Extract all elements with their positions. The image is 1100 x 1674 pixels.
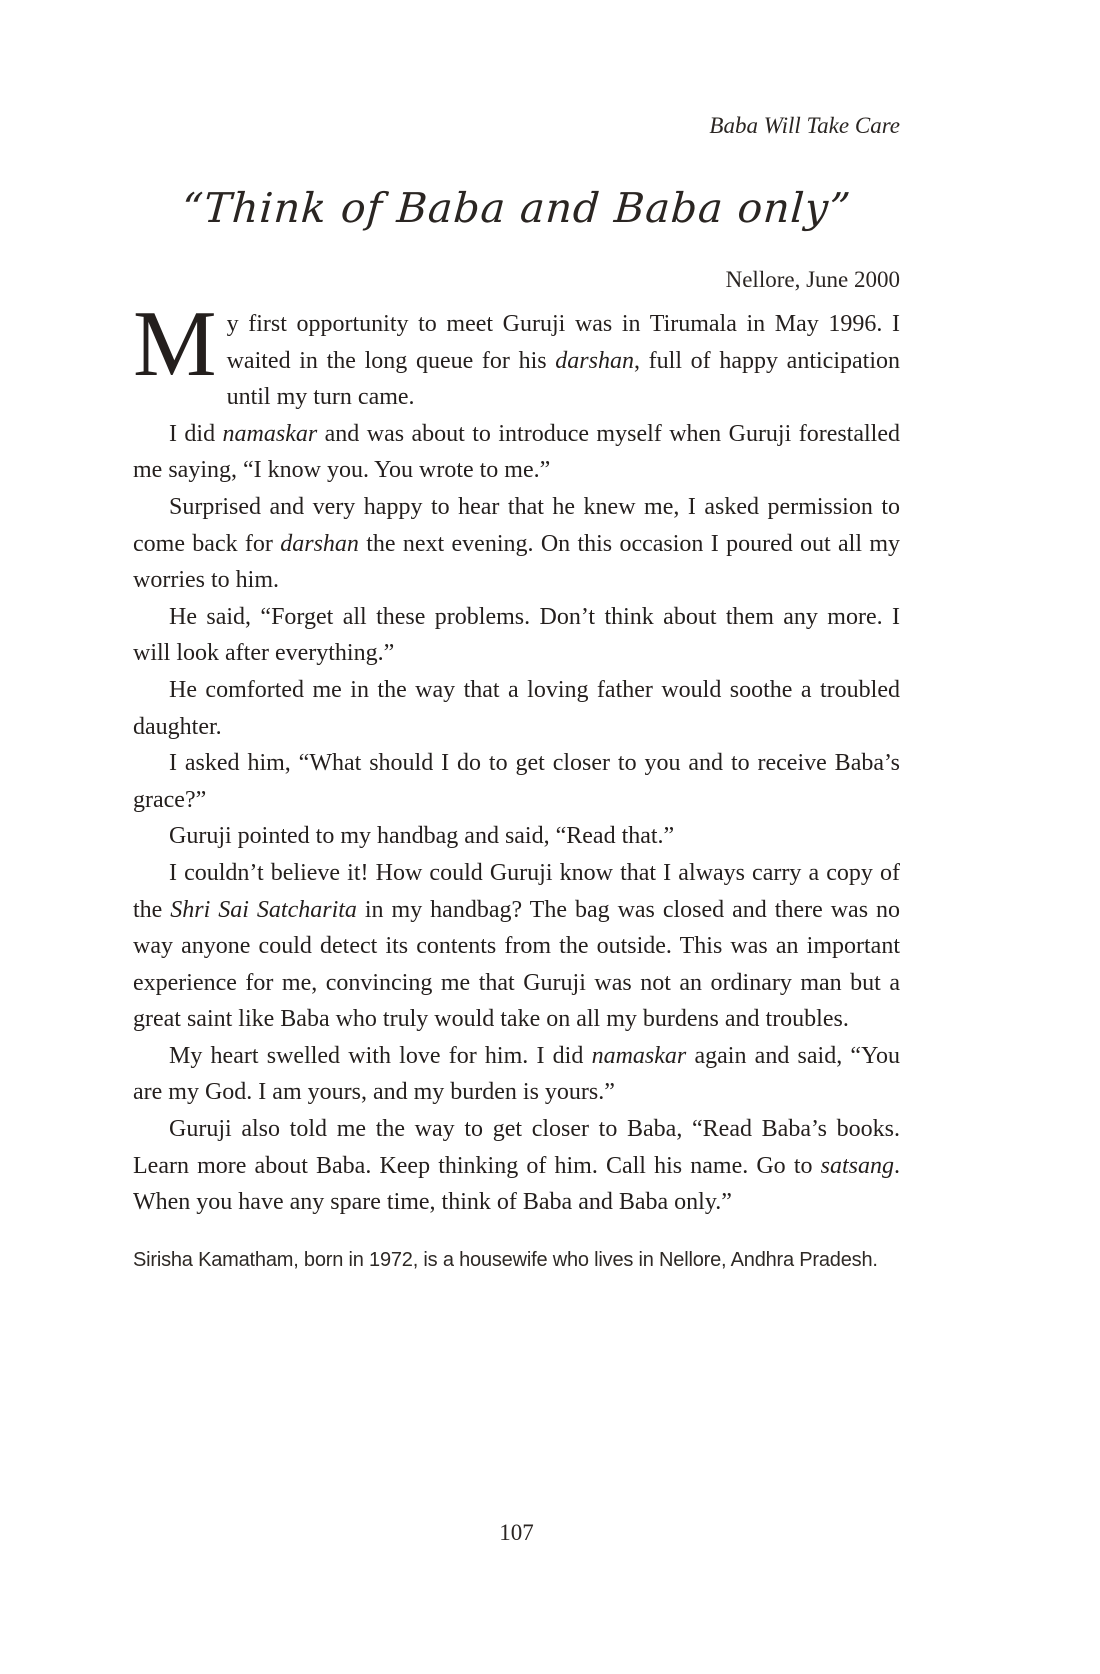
paragraph [133,855,900,1038]
text-run: I did [169,420,223,447]
paragraph [133,416,900,489]
paragraph [133,672,900,745]
text-run: Surprised and very happy to hear that he knew me, I asked permission to come back for [133,493,900,557]
text-run: y first opportunity to meet Guruji was in Tirumala in May 1996. I waited in the long queue for his [226,311,900,374]
text-run: I asked him, “What should I do to get closer to you and to receive Baba’s grace?” [133,750,900,813]
text-run: Guruji also told me the way to get closer to Baba, “Read Baba’s books. Learn more about Baba. Keep thinking of him. Call his name. Go to [133,1116,900,1179]
chapter-title: “Think of Baba and Baba only” [180,184,853,232]
italic-run: namaskar [222,420,318,447]
text-run: in my handbag? The bag was closed and there was no way anyone could detect its contents from the outside. This was an important experience for me, convincing me that Guruji was not an ordinary man but a great saint like Baba who truly would take on all my burdens and troubles. [133,896,901,1033]
italic-run: namaskar [591,1042,687,1069]
paragraph [133,818,900,855]
text-run: the next evening. On this occasion I poured out all my worries to him. [133,530,901,594]
text-run: , full of happy anticipation until my turn came. [226,347,900,411]
text-run: Guruji pointed to my handbag and said, “Read that.” [169,823,675,850]
italic-run: satsang [820,1152,894,1179]
running-header: Baba Will Take Care [709,113,900,138]
italic-run: darshan [555,347,634,374]
text-run: My heart swelled with love for him. I did [169,1042,592,1069]
paragraph [133,1111,900,1221]
text-run: He comforted me in the way that a loving father would soothe a troubled daughter. [133,676,900,740]
text-run: He said, “Forget all these problems. Don’t think about them any more. I will look after everything.” [133,603,900,667]
dateline: Nellore, June 2000 [725,267,900,292]
drop-cap: M [133,292,217,396]
body-text [133,292,901,1221]
text-run: I couldn’t believe it! How could Guruji know that I always carry a copy of the [133,859,900,923]
paragraph [133,1038,900,1111]
page-number: 107 [499,1520,534,1545]
text-run: again and said, “You are my God. I am yours, and my burden is yours.” [133,1042,900,1106]
text-run: . When you have any spare time, think of Baba and Baba only.” [133,1152,900,1216]
paragraph [133,489,900,599]
paragraph [133,599,900,672]
paragraph [133,745,900,818]
author-note: Sirisha Kamatham, born in 1972, is a housewife who lives in Nellore, Andhra Pradesh. [133,1248,878,1271]
text-run: and was about to introduce myself when Guruji forestalled me saying, “I know you. You wrote to me.” [133,420,900,484]
italic-run: darshan [280,530,359,557]
paragraph [133,292,900,416]
italic-run: Shri Sai Satcharita [170,896,357,923]
